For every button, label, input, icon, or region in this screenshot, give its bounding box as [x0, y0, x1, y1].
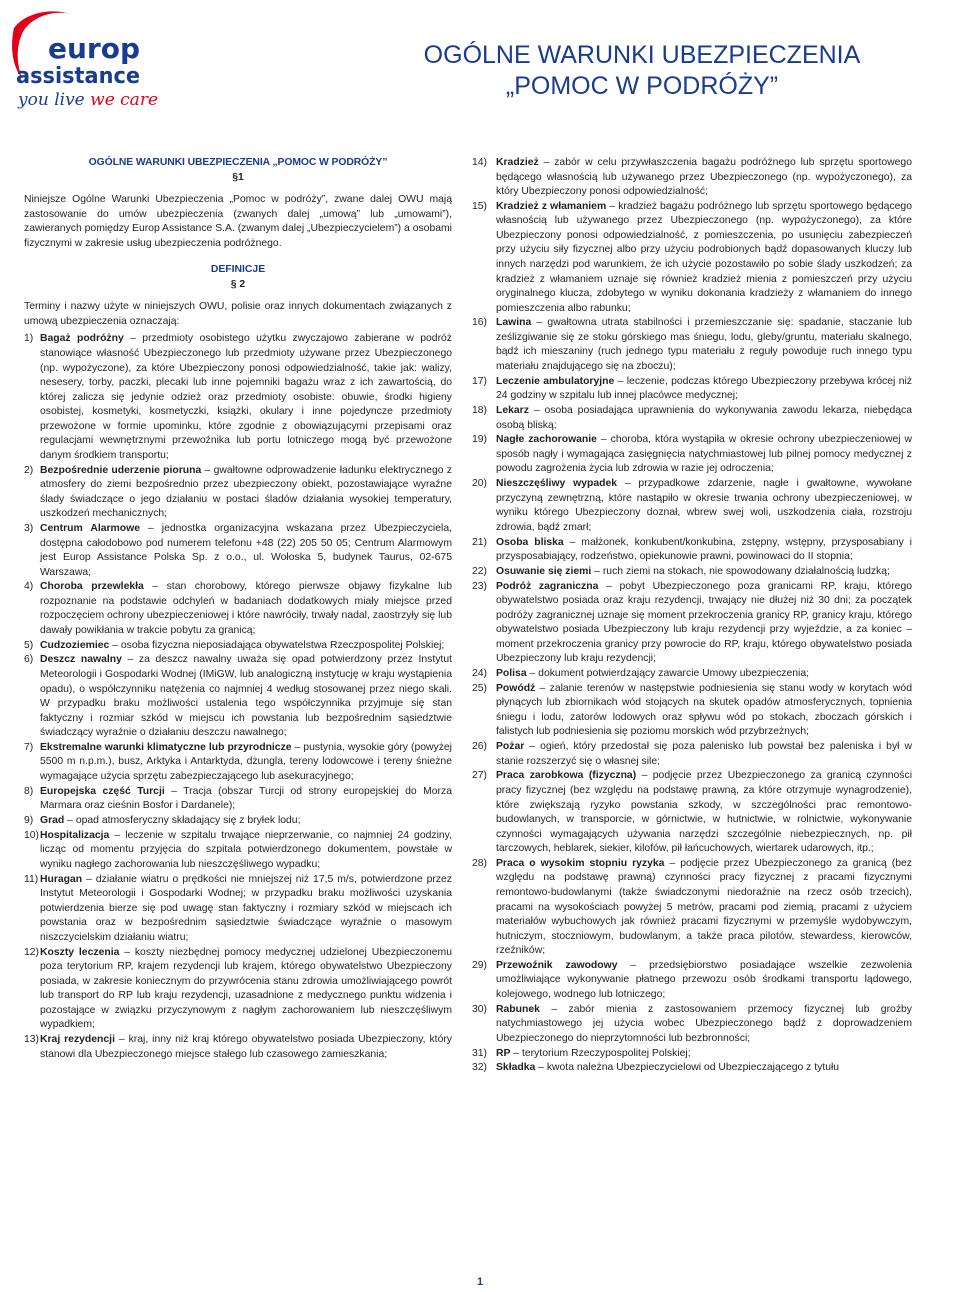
- definition-term: Centrum Alarmowe: [40, 522, 140, 534]
- definition-number: 11): [24, 873, 39, 885]
- definition-term: Rabunek: [496, 1003, 540, 1015]
- definition-text: – podjęcie przez Ubezpieczonego za granicą czynności pracy fizycznej (bez względu na podstawę prawną, za które otrzymuje wynagrodzenie), które zwiększają ryzyko powstania szkody, w szczególności prac remontowo-budowlanych, w transporcie, w górnictwie, w hutnictwie, w rolnictwie, wykonywanie czynności wymagających używania narzędzi szczególnie niebezpiecznych, np. pił tarczowych, heblarek, siekier, kilofów, pił łańcuchowych, wiertarek udarowych, itp.;: [496, 770, 913, 855]
- definition-item: [472, 580, 912, 667]
- definition-number: 25): [472, 682, 488, 694]
- definition-term: Pożar: [496, 741, 525, 753]
- definition-term: Lekarz: [496, 405, 529, 417]
- definition-item: [24, 653, 452, 740]
- definition-term: Bagaż podróżny: [40, 333, 124, 345]
- definition-number: 32): [472, 1062, 488, 1074]
- definition-item: [472, 433, 912, 477]
- definition-number: 22): [472, 565, 488, 577]
- definitions-intro: Terminy i nazwy użyte w niniejszych OWU, polisie oraz innych dokumentach związanych z umową ubezpieczenia oznaczają:: [24, 301, 452, 327]
- definition-item: [472, 565, 912, 580]
- definition-number: 10): [24, 829, 40, 841]
- definition-text: – osoba fizyczna nieposiadająca obywatelstwa Rzeczpospolitej Polskiej;: [109, 639, 445, 651]
- section-title: OGÓLNE WARUNKI UBEZPIECZENIA „POMOC W PODRÓŻY”: [88, 157, 388, 168]
- header-title-line2: „POMOC W PODRÓŻY”: [505, 72, 779, 100]
- definition-item: [472, 1061, 912, 1076]
- definition-item: [472, 536, 912, 565]
- definition-number: 18): [472, 405, 488, 417]
- logo-tagline-a: you live: [18, 90, 85, 110]
- definition-term: Ekstremalne warunki klimatyczne lub przyrodnicze: [40, 741, 292, 753]
- definition-number: 14): [472, 157, 488, 168]
- definition-number: 16): [472, 317, 488, 329]
- definition-text: – ruch ziemi na stokach, nie spowodowany działalnością ludzką;: [591, 565, 890, 577]
- definition-term: Lawina: [496, 317, 532, 329]
- definition-item: [24, 639, 452, 654]
- definition-term: Koszty leczenia: [40, 946, 120, 958]
- definition-term: Cudzoziemiec: [40, 639, 110, 651]
- definition-text: – pustynia, wysokie góry (powyżej 5500 m n.p.m.), busz, Arktyka i Antarktyda, dżungla, tereny lodowcowe i tereny śnieżne wymagające użycia sprzętu zabezpieczającego lub asekuracyjnego;: [40, 741, 452, 782]
- definition-item: [472, 1047, 912, 1062]
- definition-item: [24, 1033, 452, 1062]
- definition-number: 24): [472, 668, 488, 680]
- definition-term: Praca o wysokim stopniu ryzyka: [496, 857, 665, 869]
- definition-item: [472, 375, 912, 404]
- definition-number: 23): [472, 580, 488, 592]
- definition-text: – terytorium Rzeczypospolitej Polskiej;: [510, 1047, 691, 1059]
- definition-text: – kraj, inny niż kraj którego obywatelstwo posiada Ubezpieczony, który stanowi dla Ubezpieczonego miejsce stałego lub czasowego zamieszkania;: [40, 1033, 453, 1060]
- definition-item: [24, 814, 452, 829]
- right-column: [472, 156, 912, 1076]
- definition-number: 15): [472, 200, 488, 212]
- definition-number: 13): [24, 1033, 40, 1045]
- definition-item: [472, 857, 912, 959]
- definition-term: Hospitalizacja: [40, 829, 110, 841]
- definition-text: – opad atmosferyczny składający się z bryłek lodu;: [64, 815, 301, 827]
- definition-item: [24, 741, 452, 785]
- definition-term: Powódź: [496, 682, 536, 694]
- definition-text: – dokument potwierdzający zawarcie Umowy ubezpieczenia;: [526, 668, 810, 680]
- definition-number: 30): [472, 1003, 488, 1015]
- definition-text: – zabór w celu przywłaszczenia bagażu podróżnego lub sprzętu sportowego będącego własnością lub używanego przez Ubezpieczonego (np. wypożyczonego), za który Ubezpieczony ponosi odpowiedzialność;: [496, 157, 912, 198]
- definition-item: [472, 667, 912, 682]
- logo-tagline-b: we care: [90, 90, 158, 110]
- definition-number: 27): [472, 770, 488, 782]
- definition-text: – kradzież bagażu podróżnego lub sprzętu sportowego będącego własnością lub używanego przez Ubezpieczonego (np. wypożyczonego), za które Ubezpieczony ponosi odpowiedzialność, z pomieszczenia, po usunięciu zabezpieczeń przy użyciu siły fizycznej albo przy użyciu podrobionych bądź dopasowanych kluczy lub innych narzędzi pod warunkiem, że ich użycie pozostawiło po sobie ślady uszkodzeń; za kradzież z włamaniem uznaje się również kradzież mienia z pomieszczeń przy użyciu oryginalnego klucza, zdobytego w wyniku dokonania kradzieży z włamaniem do innego pomieszczenia albo rabunku;: [496, 200, 912, 314]
- definition-item: [472, 477, 912, 535]
- header-title-line1: OGÓLNE WARUNKI UBEZPIECZENIA: [423, 41, 861, 69]
- definition-text: – Tracja (obszar Turcji od strony europejskiej do Morza Marmara oraz cieśnin Bosfor i Dardanele);: [40, 785, 452, 812]
- definitions-heading: DEFINICJE: [210, 264, 266, 276]
- definition-text: – gwałtowne odprowadzenie ładunku elektrycznego z atmosfery do ziemi bezpośrednio przez ubezpieczony obiekt, pozostawiające wyraźne ślady świadczące o jego działaniu w postaci śladów działania wysokiej temperatury, uszkodzeń mechanicznych;: [40, 464, 452, 520]
- definition-number: 20): [472, 478, 488, 490]
- definition-item: [24, 464, 452, 522]
- definition-item: [24, 829, 452, 873]
- definition-number: 19): [472, 434, 488, 446]
- definition-number: 31): [472, 1047, 488, 1059]
- intro-paragraph: Niniejsze Ogólne Warunki Ubezpieczenia „Pomoc w podróży”, zwane dalej OWU mają zastosowanie do umów ubezpieczenia (zwanych dalej „umową” lub „umowami”), zawieranych pomiędzy Europ Assistance S.A. (zwanym dalej „Ubezpieczycielem”) a osobami fizycznymi w zakresie usług ubezpieczenia podróżnego.: [24, 194, 452, 249]
- document-header-title: [330, 40, 954, 102]
- definition-term: Przewoźnik zawodowy: [496, 959, 618, 971]
- definition-text: – kwota należna Ubezpieczycielowi od Ubezpieczającego z tytułu: [535, 1062, 840, 1074]
- definition-item: [472, 404, 912, 433]
- logo-line2: assistance: [16, 63, 140, 89]
- definition-number: 8): [24, 785, 34, 797]
- definition-term: Nagłe zachorowanie: [496, 434, 597, 446]
- definition-text: – przedsiębiorstwo posiadające wszelkie zezwolenia umożliwiające wykonywanie płatnego przewozu osób środkami transportu lądowego, kolejowego, wodnego lub lotniczego;: [496, 959, 912, 1000]
- definition-term: Osoba bliska: [496, 536, 564, 548]
- definition-item: [472, 769, 912, 856]
- definition-text: – działanie wiatru o prędkości nie mniejszej niż 17,5 m/s, potwierdzone przez Instytut Meteorologii i Gospodarki Wodnej; w przypadku braku możliwości uzyskania potwierdzenia bierze się pod uwagę stan faktyczny i rozmiary szkód w miejscach ich powstania oraz w bezpośrednim sąsiedztwie świadczące wyraźnie o masowym niszczycielskim działaniu wiatru;: [40, 873, 452, 943]
- definition-number: 6): [24, 654, 34, 666]
- definition-term: Choroba przewlekła: [40, 581, 144, 593]
- definition-term: Praca zarobkowa (fizyczna): [496, 770, 637, 782]
- definition-text: – przedmioty osobistego użytku zwyczajowo zabierane w podróż stanowiące własność Ubezpieczonego lub przedmioty używane przez Ubezpieczonego (np. wypożyczone), za które Ubezpieczony ponosi odpowiedzialność, takie jak: walizy, nesesery, torby, paczki, plecaki lub inne pojemniki bagażu wraz z ich zawartością, do której zalicza się jedynie odzież oraz przedmioty osobiste: obuwie, środki higieny osobistej, kosmetyki, kosmetyczki, książki, okulary i inne pojedyncze przedmioty przewożone w formie upominku, które zgodnie z obowiązującymi przepisami oraz regulacjami wewnętrznymi przewoźnika lub portu lotniczego mogą być przewożone danym środkiem transportu;: [40, 333, 453, 461]
- definition-text: – jednostka organizacyjna wskazana przez Ubezpieczyciela, dostępna całodobowo pod numerem telefonu +48 (22) 205 50 05; Centrum Alarmowym jest Europ Assistance Polska Sp. z o.o., ul. Wołoska 5, budynek Taurus, 02-675 Warszawa;: [40, 522, 452, 578]
- definition-item: [472, 959, 912, 1003]
- definition-text: – za deszcz nawalny uważa się opad potwierdzony przez Instytut Meteorologii i Gospodarki Wodnej (IMiGW, lub analogiczną instytucję w kraju wystąpienia opadu), o współczynniku natężenia co najmniej 4 według stosowanej przez niego skali. W przypadku braku możliwości ustalenia tego współczynnika przyjmuje się stan faktyczny i rozmiar szkód w miejscu ich powstania lub bezpośrednim sąsiedztwie świadczący wyraźnie o działaniu deszczu nawalnego;: [40, 654, 452, 739]
- definition-term: Kraj rezydencji: [40, 1033, 115, 1045]
- logo-tagline: [17, 90, 158, 110]
- definition-term: Składka: [496, 1062, 536, 1074]
- definition-number: 26): [472, 741, 488, 753]
- definition-text: – koszty niezbędnej pomocy medycznej udzielonej Ubezpieczonemu poza terytorium RP, krajem rezydencji lub krajem, którego obywatelstwo Ubezpieczony posiada, w zakresie koniecznym do przywrócenia stanu zdrowia umożliwiającego powrót lub transport do RP lub kraju rezydencji, uzasadnione z medycznego punktu widzenia i pozostające w związku przyczynowym z nagłym zachorowaniem lub nieszczęśliwym wypadkiem;: [40, 946, 452, 1031]
- definitions-list-right: [472, 156, 912, 1076]
- definition-number: 21): [472, 536, 488, 548]
- definition-number: 9): [24, 815, 34, 827]
- definitions-list-left: [24, 332, 452, 1062]
- definition-number: 4): [24, 581, 34, 593]
- paragraph-2-sign: § 2: [230, 278, 246, 290]
- definition-term: Bezpośrednie uderzenie pioruna: [40, 464, 202, 476]
- definition-text: – pobyt Ubezpieczonego poza granicami RP, kraju, którego obywatelstwo posiada oraz kraju rezydencji, trwający nie dłużej niż 30 dni; za początek podróży zagranicznej uznaje się moment przekroczenia granicy RP, granicy kraju, którego obywatelstwo posiada Ubezpieczony lub kraju rezydencji przy wyjeździe, a za koniec – moment przekroczenia granicy przy powrocie do RP, kraju, którego obywatelstwo posiada Ubezpieczony lub kraju rezydencji;: [496, 580, 913, 665]
- definition-item: [24, 332, 452, 463]
- definition-text: – gwałtowna utrata stabilności i przemieszczanie się: spadanie, staczanie lub ześlizgiwanie się ze stoku górskiego mas śniegu, lodu, gleby/gruntu, materiału skalnego, bądź ich mieszaniny (ruch jednego typu materiału z reguły powoduje ruch innego typu materiału znajdującego się na zboczu);: [496, 317, 912, 373]
- page-number: 1: [476, 1276, 484, 1288]
- definition-number: 17): [472, 375, 488, 387]
- logo-line1: europ: [48, 32, 141, 65]
- definition-number: 1): [24, 333, 34, 345]
- definition-item: [472, 156, 912, 200]
- definition-item: [24, 522, 452, 580]
- definition-term: Kradzież: [496, 157, 539, 168]
- definition-item: [472, 682, 912, 740]
- europ-assistance-logo: [8, 8, 158, 112]
- definition-number: 2): [24, 464, 34, 476]
- definition-text: – stan chorobowy, którego pierwsze objawy fizykalne lub rozpoznanie na podstawie odchyleń w badaniach dodatkowych miały miejsce przed rozpoczęciem ochrony ubezpieczeniowej i które nawróciły, trwały nadal, zaostrzyły się lub dawały powikłania w trakcie pobytu za granicą;: [40, 581, 452, 636]
- definition-term: Huragan: [40, 873, 83, 885]
- definition-term: Kradzież z włamaniem: [496, 200, 607, 212]
- definition-text: – zalanie terenów w następstwie podniesienia się stanu wody w korytach wód płynących lub zbiornikach wód stojących na skutek opadów atmosferycznych, topnienia śniegu i lodu, zatorów lodowych oraz spływu wód po stokach, zboczach górskich i falistych lub podniesienia się poziomu morskich wód przybrzeżnych;: [496, 682, 912, 738]
- definition-term: Grad: [40, 815, 65, 827]
- definition-text: – ogień, który przedostał się poza palenisko lub powstał bez paleniska i był w stanie rozszerzyć się o własnej sile;: [496, 741, 912, 767]
- definition-text: – leczenie, podczas którego Ubezpieczony przebywa krócej niż 24 godziny w szpitalu lub innej placówce medycznej;: [496, 375, 912, 402]
- definition-term: Leczenie ambulatoryjne: [496, 375, 615, 387]
- definition-item: [24, 785, 452, 814]
- definition-text: – małżonek, konkubent/konkubina, zstępny, wstępny, przysposabiany i przysposabiający, rodzeństwo, opiekunowie prawni, powinowaci do II stopnia;: [496, 536, 912, 563]
- definition-term: Osuwanie się ziemi: [496, 565, 592, 577]
- definition-text: – leczenie w szpitalu trwające nieprzerwanie, co najmniej 24 godziny, licząc od momentu przyjęcia do szpitala potwierdzonego dokumentem, powstałe w wyniku nagłego zachorowania lub nieszczęśliwego wypadku;: [40, 829, 452, 870]
- definition-item: [472, 740, 912, 769]
- definition-item: [472, 200, 912, 316]
- definition-text: – podjęcie przez Ubezpieczonego za granicą (bez względu na podstawę prawną) czynności pracy fizycznej z pracami fizycznymi remontowo-budowlanymi (także świadczonymi niedoraźnie na rzecz osób trzecich), pracami na wysokościach powyżej 5 metrów, pracami pod ziemią, pracami z użyciem materiałów wybuchowych jak również pracami fizycznymi w przemyśle wydobywczym, hutniczym, stoczniowym, budowlanym, a także praca pilotów, stewardess, kierowców, rzeźników;: [496, 857, 912, 957]
- definition-item: [24, 946, 452, 1033]
- definition-term: Deszcz nawalny: [40, 654, 122, 666]
- definition-term: RP: [496, 1047, 511, 1059]
- definition-item: [24, 873, 452, 946]
- definition-text: – choroba, która wystąpiła w okresie ochrony ubezpieczeniowej w sposób nagły i wymagająca zasięgnięcia natychmiastowej lub pilnej pomocy medycznej z powodu zagrożenia życia lub zdrowia w razie jej odroczenia;: [496, 434, 912, 475]
- definition-term: Europejska część Turcji: [40, 785, 165, 797]
- left-column: [24, 156, 452, 1062]
- definition-item: [472, 316, 912, 374]
- definition-term: Polisa: [496, 668, 527, 680]
- definition-item: [472, 1003, 912, 1047]
- definition-item: [24, 580, 452, 638]
- paragraph-1-sign: §1: [232, 171, 244, 183]
- definition-number: 12): [24, 946, 40, 958]
- definition-text: – przypadkowe zdarzenie, nagłe i gwałtowne, wywołane przyczyną zewnętrzną, które nastąpiło w okresie trwania ochrony ubezpieczeniowej, w wyniku którego Ubezpieczony doznał, wbrew swej woli, uszkodzenia ciała, rozstroju zdrowia, bądź zmarł;: [496, 478, 912, 533]
- definition-number: 3): [24, 522, 34, 534]
- definition-number: 28): [472, 857, 488, 869]
- definition-number: 7): [24, 741, 34, 753]
- definition-number: 5): [24, 639, 34, 651]
- definition-text: – zabór mienia z zastosowaniem przemocy fizycznej lub groźby natychmiastowego jej użycia wobec Ubezpieczonego bądź z doprowadzeniem Ubezpieczonego do nieprzytomności lub bezbronności;: [496, 1003, 912, 1044]
- definition-term: Nieszczęśliwy wypadek: [496, 478, 618, 490]
- definition-term: Podróż zagraniczna: [496, 580, 599, 592]
- definition-number: 29): [472, 959, 488, 971]
- definition-text: – osoba posiadająca uprawnienia do wykonywania zawodu lekarza, niebędąca osobą bliską;: [496, 405, 912, 431]
